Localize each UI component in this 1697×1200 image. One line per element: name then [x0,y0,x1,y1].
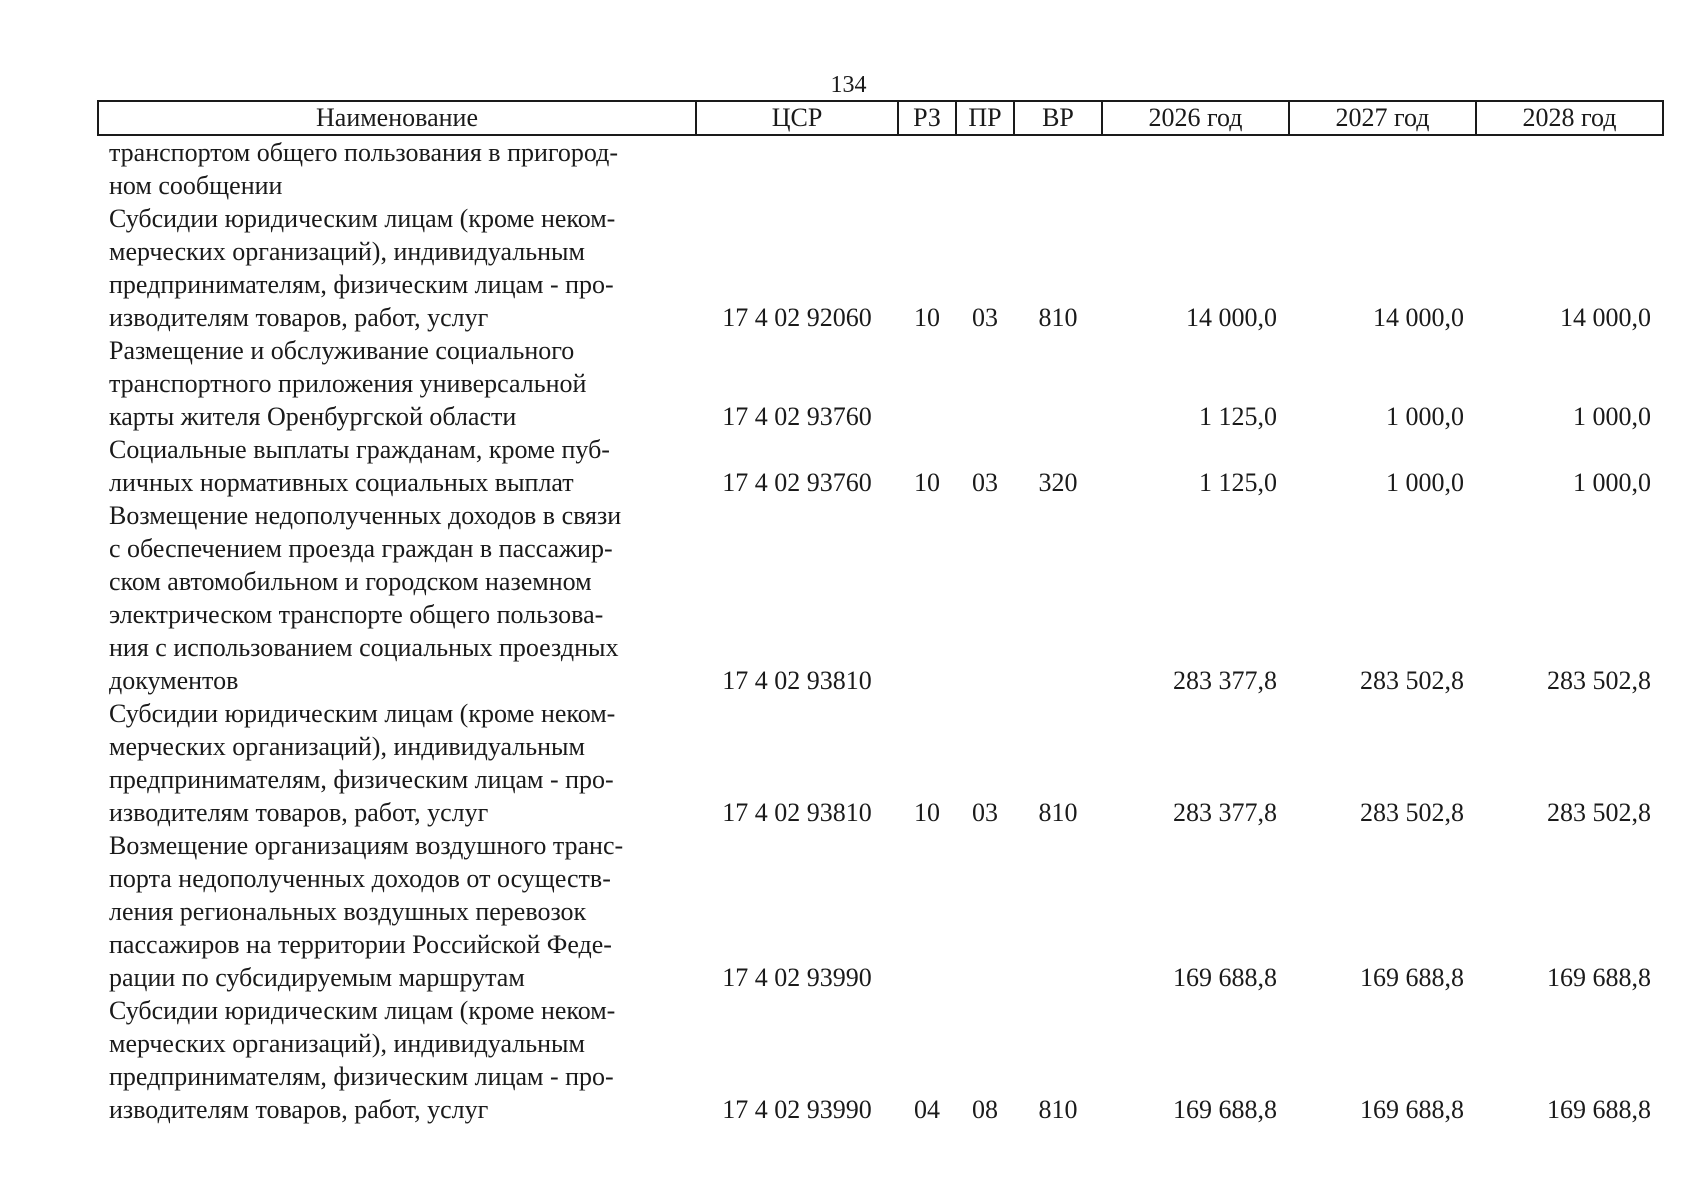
name-cell [98,334,696,433]
pr-cell: 03 [972,303,998,332]
name-cell [98,433,696,499]
rz-cell [898,334,956,433]
name-line: мерческих организаций), индивидуальным [109,732,585,761]
pr-cell: 03 [972,798,998,827]
pr-cell: 03 [972,468,998,497]
table-row [98,994,1663,1126]
name-line: изводителям товаров, работ, услуг [109,303,489,332]
amount-2027-cell: 1 000,0 [1386,402,1464,431]
name-line: ском автомобильном и городском наземном [109,567,592,596]
pr-cell [956,135,1014,202]
amount-2027-cell [1289,135,1476,202]
amount-2028-cell: 169 688,8 [1547,963,1651,992]
csr-cell [696,135,898,202]
header-vr: ВР [1014,101,1102,135]
header-row [98,101,1663,135]
amount-2026-cell: 169 688,8 [1173,963,1277,992]
csr-cell: 17 4 02 93810 [722,666,872,695]
table-row [98,433,1663,499]
rz-cell: 10 [914,798,940,827]
vr-cell [1014,334,1102,433]
table-row [98,135,1663,202]
rz-cell [898,829,956,994]
name-line: Размещение и обслуживание социального [109,336,575,365]
name-line: Возмещение организациям воздушного транс- [109,831,624,860]
name-cell [98,202,696,334]
table-header [98,101,1663,135]
name-line: рации по субсидируемым маршрутам [109,963,525,992]
name-cell [98,697,696,829]
amount-2027-cell: 1 000,0 [1386,468,1464,497]
csr-cell: 17 4 02 92060 [722,303,872,332]
amount-2028-cell: 1 000,0 [1573,402,1651,431]
name-line: документов [109,666,239,695]
name-line: порта недополученных доходов от осуществ- [109,864,611,893]
name-cell [98,829,696,994]
csr-cell: 17 4 02 93990 [722,1095,872,1124]
name-line: пассажиров на территории Российской Феде- [109,930,612,959]
table-row [98,334,1663,433]
amount-2026-cell: 1 125,0 [1199,468,1277,497]
amount-2028-cell: 169 688,8 [1547,1095,1651,1124]
name-line: карты жителя Оренбургской области [109,402,517,431]
header-2028: 2028 год [1476,101,1663,135]
table-body [98,135,1663,1126]
name-line: с обеспечением проезда граждан в пассажир- [109,534,613,563]
name-line: ном сообщении [109,171,283,200]
amount-2027-cell: 283 502,8 [1360,666,1464,695]
name-line: Возмещение недополученных доходов в связи [109,501,622,530]
rz-cell [898,499,956,697]
amount-2028-cell: 1 000,0 [1573,468,1651,497]
name-line: ния с использованием социальных проездных [109,633,619,662]
header-rz: РЗ [898,101,956,135]
name-line: транспортом общего пользования в пригород- [109,138,619,167]
name-line: ления региональных воздушных перевозок [109,897,587,926]
name-line: Субсидии юридическим лицам (кроме неком- [109,699,616,728]
header-2026: 2026 год [1102,101,1289,135]
amount-2027-cell: 169 688,8 [1360,1095,1464,1124]
vr-cell [1014,829,1102,994]
name-line: предпринимателям, физическим лицам - про- [109,1062,614,1091]
table-row [98,829,1663,994]
name-line: предпринимателям, физическим лицам - про- [109,765,614,794]
vr-cell: 320 [1038,468,1078,497]
vr-cell: 810 [1038,1095,1078,1124]
name-cell [98,135,696,202]
amount-2027-cell: 14 000,0 [1373,303,1464,332]
name-cell [98,499,696,697]
table-row [98,697,1663,829]
name-line: мерческих организаций), индивидуальным [109,1029,585,1058]
name-line: мерческих организаций), индивидуальным [109,237,585,266]
csr-cell: 17 4 02 93760 [722,468,872,497]
amount-2026-cell: 283 377,8 [1173,798,1277,827]
csr-cell: 17 4 02 93810 [722,798,872,827]
name-line: Субсидии юридическим лицам (кроме неком- [109,996,616,1025]
vr-cell [1014,135,1102,202]
amount-2026-cell: 283 377,8 [1173,666,1277,695]
vr-cell: 810 [1038,303,1078,332]
budget-table [97,100,1664,1126]
rz-cell: 10 [914,468,940,497]
name-line: изводителям товаров, работ, услуг [109,798,489,827]
amount-2026-cell: 169 688,8 [1173,1095,1277,1124]
header-csr: ЦСР [696,101,898,135]
name-line: личных нормативных социальных выплат [109,468,574,497]
amount-2028-cell [1476,135,1663,202]
header-name: Наименование [98,101,696,135]
name-cell [98,994,696,1126]
rz-cell: 04 [914,1095,940,1124]
name-line: транспортного приложения универсальной [109,369,587,398]
pr-cell: 08 [972,1095,998,1124]
name-line: Социальные выплаты гражданам, кроме пуб- [109,435,610,464]
amount-2026-cell [1102,135,1289,202]
header-2027: 2027 год [1289,101,1476,135]
vr-cell [1014,499,1102,697]
name-line: изводителям товаров, работ, услуг [109,1095,489,1124]
rz-cell [898,135,956,202]
amount-2027-cell: 169 688,8 [1360,963,1464,992]
amount-2026-cell: 1 125,0 [1199,402,1277,431]
pr-cell [956,829,1014,994]
pr-cell [956,499,1014,697]
csr-cell: 17 4 02 93990 [722,963,872,992]
vr-cell: 810 [1038,798,1078,827]
csr-cell: 17 4 02 93760 [722,402,872,431]
pr-cell [956,334,1014,433]
amount-2026-cell: 14 000,0 [1186,303,1277,332]
name-line: электрическом транспорте общего пользова- [109,600,604,629]
name-line: Субсидии юридическим лицам (кроме неком- [109,204,616,233]
amount-2028-cell: 283 502,8 [1547,666,1651,695]
header-pr: ПР [956,101,1014,135]
amount-2027-cell: 283 502,8 [1360,798,1464,827]
table-row [98,202,1663,334]
rz-cell: 10 [914,303,940,332]
name-line: предпринимателям, физическим лицам - про- [109,270,614,299]
amount-2028-cell: 14 000,0 [1560,303,1651,332]
page-number: 134 [830,72,867,98]
amount-2028-cell: 283 502,8 [1547,798,1651,827]
table-row [98,499,1663,697]
